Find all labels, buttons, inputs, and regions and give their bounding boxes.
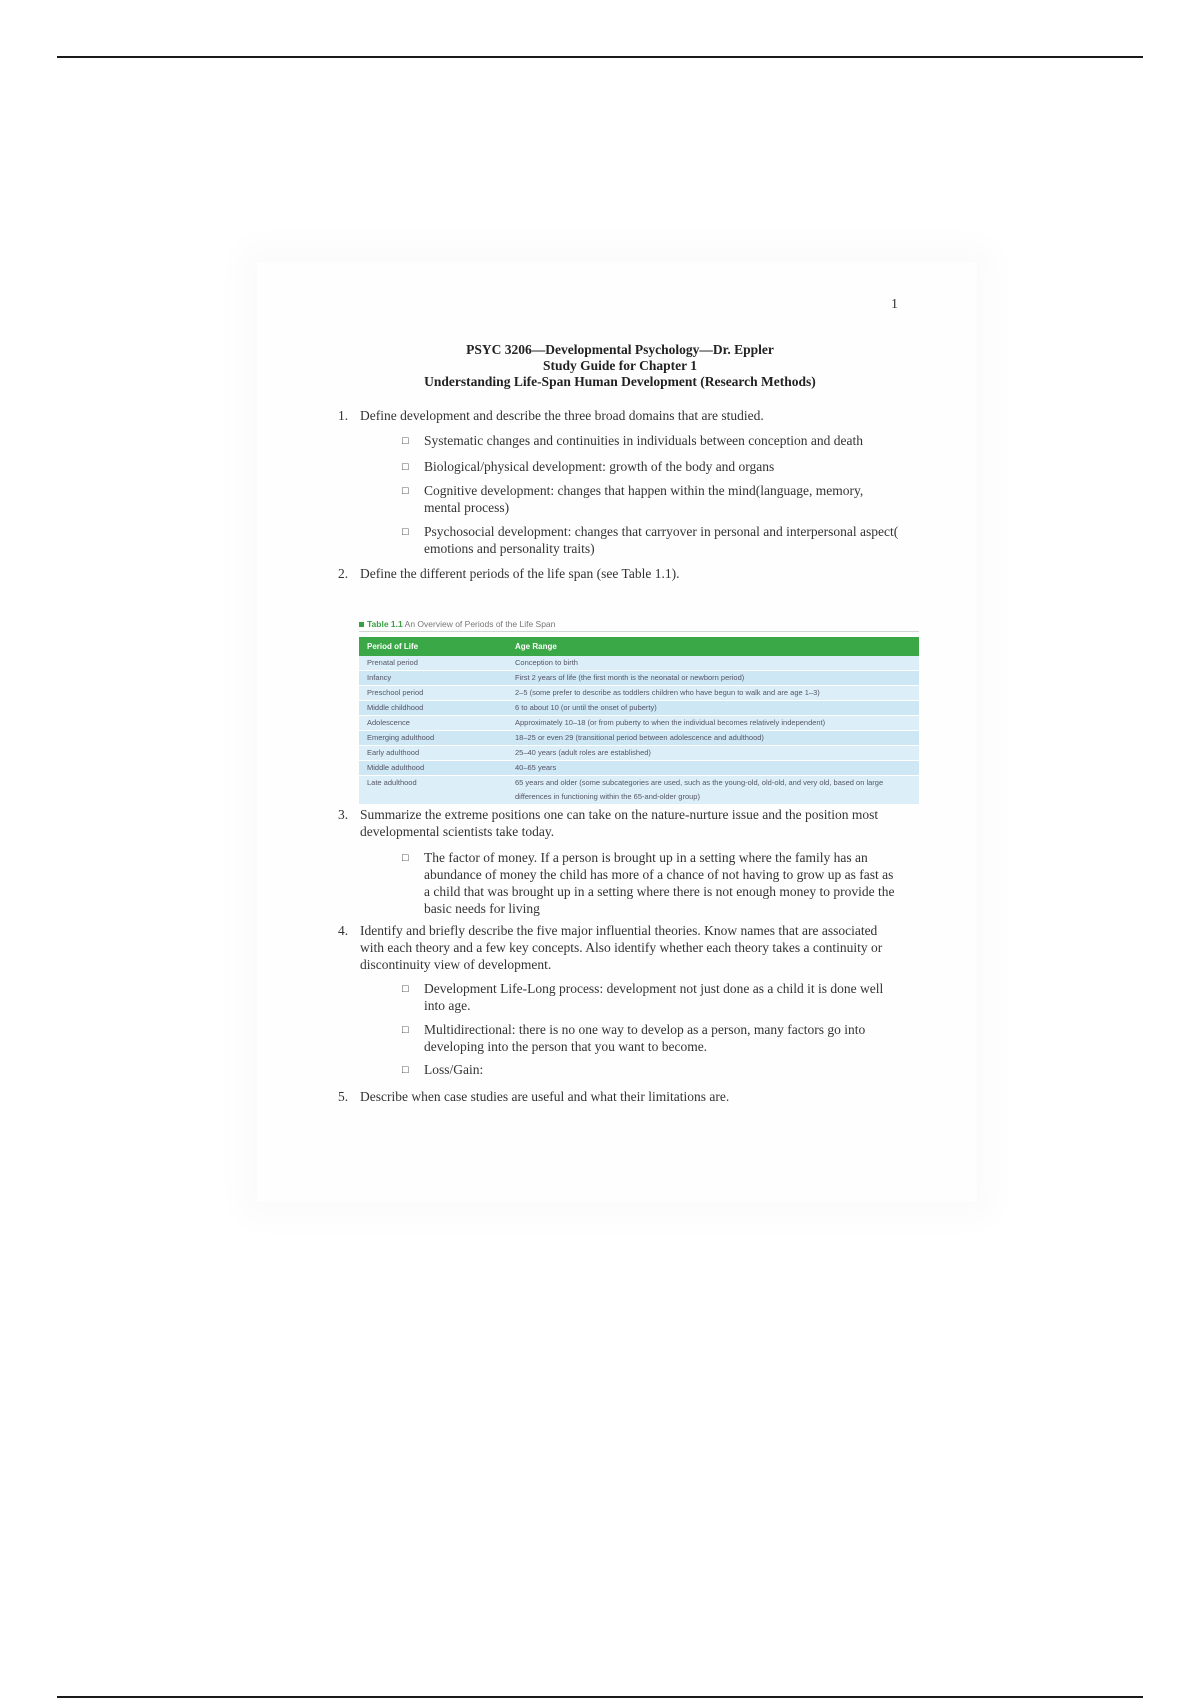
- age-range-cell: 2–5 (some prefer to describe as toddlers children who have begun to walk and are age 1–3): [507, 686, 919, 701]
- question-number: 1.: [338, 408, 349, 423]
- answer-bullet: [400, 482, 900, 516]
- title-study-guide: Study Guide for Chapter 1: [542, 358, 698, 373]
- bullet-marker: □: [402, 1064, 409, 1076]
- period-cell: Prenatal period: [359, 656, 507, 671]
- table-caption-text: An Overview of Periods of the Life Span: [404, 619, 556, 629]
- answer-text: Systematic changes and continuities in individuals between conception and death: [424, 433, 864, 448]
- answer-bullet: [400, 849, 900, 917]
- answer-bullet: [400, 458, 900, 475]
- table-row: [359, 671, 919, 686]
- age-range-cell: 65 years and older (some subcategories are used, such as the young-old, old-old, and very old, based on large differences in functioning within the 65-and-older group): [507, 776, 919, 805]
- question-text: Summarize the extreme positions one can take on the nature-nurture issue and the position most developmental scientists take today.: [360, 807, 879, 839]
- question-text: Define development and describe the three broad domains that are studied.: [360, 408, 764, 423]
- answer-bullet: [400, 1061, 900, 1078]
- bullet-marker: □: [402, 461, 409, 473]
- age-range-cell: 18–25 or even 29 (transitional period between adolescence and adulthood): [507, 731, 919, 746]
- table-row: [359, 746, 919, 761]
- question-number: 5.: [338, 1089, 349, 1104]
- bullet-marker: □: [402, 526, 409, 538]
- caption-marker-icon: [359, 622, 364, 627]
- title-course: PSYC 3206—Developmental Psychology—Dr. Eppler: [466, 342, 774, 357]
- question-number: 2.: [338, 566, 349, 581]
- page-number: 1: [891, 297, 898, 312]
- bullet-marker: □: [402, 435, 409, 447]
- answer-text: Cognitive development: changes that happen within the mind(language, memory, mental process): [424, 483, 864, 515]
- answer-bullet: [400, 980, 900, 1014]
- age-range-cell: 25–40 years (adult roles are established): [507, 746, 919, 761]
- table-figure: [359, 618, 919, 805]
- period-cell: Middle childhood: [359, 701, 507, 716]
- period-cell: Preschool period: [359, 686, 507, 701]
- table-row: [359, 776, 919, 805]
- answer-text: Psychosocial development: changes that carryover in personal and interpersonal aspect( emotions and personality traits): [424, 524, 899, 556]
- table-header-row: [359, 637, 919, 656]
- question-1: [338, 407, 898, 424]
- answer-text: Loss/Gain:: [424, 1062, 484, 1077]
- question-text: Define the different periods of the life span (see Table 1.1).: [360, 566, 680, 581]
- period-cell: Adolescence: [359, 716, 507, 731]
- top-rule: [57, 56, 1143, 58]
- bottom-rule: [57, 1696, 1143, 1698]
- period-cell: Emerging adulthood: [359, 731, 507, 746]
- answer-bullet: [400, 432, 900, 449]
- bullet-marker: □: [402, 852, 409, 864]
- table-row: [359, 701, 919, 716]
- question-number: 3.: [338, 807, 349, 822]
- age-range-cell: 40–65 years: [507, 761, 919, 776]
- table-row: [359, 731, 919, 746]
- question-5: [338, 1088, 898, 1105]
- table-row: [359, 716, 919, 731]
- question-number: 4.: [338, 923, 349, 938]
- bullet-marker: □: [402, 1024, 409, 1036]
- table-row: [359, 761, 919, 776]
- question-4: [338, 922, 898, 973]
- question-2: [338, 565, 898, 582]
- answer-bullet: [400, 523, 900, 557]
- bullet-marker: □: [402, 485, 409, 497]
- question-text: Describe when case studies are useful and what their limitations are.: [360, 1089, 730, 1104]
- period-cell: Infancy: [359, 671, 507, 686]
- column-header: Age Range: [507, 637, 919, 656]
- age-range-cell: 6 to about 10 (or until the onset of puberty): [507, 701, 919, 716]
- life-span-table: [359, 637, 919, 805]
- column-header: Period of Life: [359, 637, 507, 656]
- age-range-cell: Approximately 10–18 (or from puberty to when the individual becomes relatively independent): [507, 716, 919, 731]
- age-range-cell: First 2 years of life (the first month is the neonatal or newborn period): [507, 671, 919, 686]
- title-chapter: Understanding Life-Span Human Development (Research Methods): [424, 374, 816, 389]
- answer-text: The factor of money. If a person is brought up in a setting where the family has an abundance of money the child has more of a chance of not having to grow up as fast as a child that was brought up in a setting where there is not enough money to provide the basic needs for living: [424, 850, 895, 916]
- table-row: [359, 656, 919, 671]
- answer-text: Development Life-Long process: development not just done as a child it is done well into age.: [424, 981, 884, 1013]
- bullet-marker: □: [402, 983, 409, 995]
- document-title: [300, 342, 940, 390]
- table-caption: [359, 618, 919, 632]
- period-cell: Early adulthood: [359, 746, 507, 761]
- question-text: Identify and briefly describe the five major influential theories. Know names that are associated with each theory and a few key concepts. Also identify whether each theory takes a continuity or discontinuity view of development.: [360, 923, 883, 972]
- age-range-cell: Conception to birth: [507, 656, 919, 671]
- answer-text: Biological/physical development: growth of the body and organs: [424, 459, 775, 474]
- table-row: [359, 686, 919, 701]
- answer-bullet: [400, 1021, 900, 1055]
- table-caption-label: Table 1.1: [367, 619, 403, 629]
- question-3: [338, 806, 898, 840]
- period-cell: Middle adulthood: [359, 761, 507, 776]
- period-cell: Late adulthood: [359, 776, 507, 805]
- answer-text: Multidirectional: there is no one way to develop as a person, many factors go into developing into the person that you want to become.: [424, 1022, 866, 1054]
